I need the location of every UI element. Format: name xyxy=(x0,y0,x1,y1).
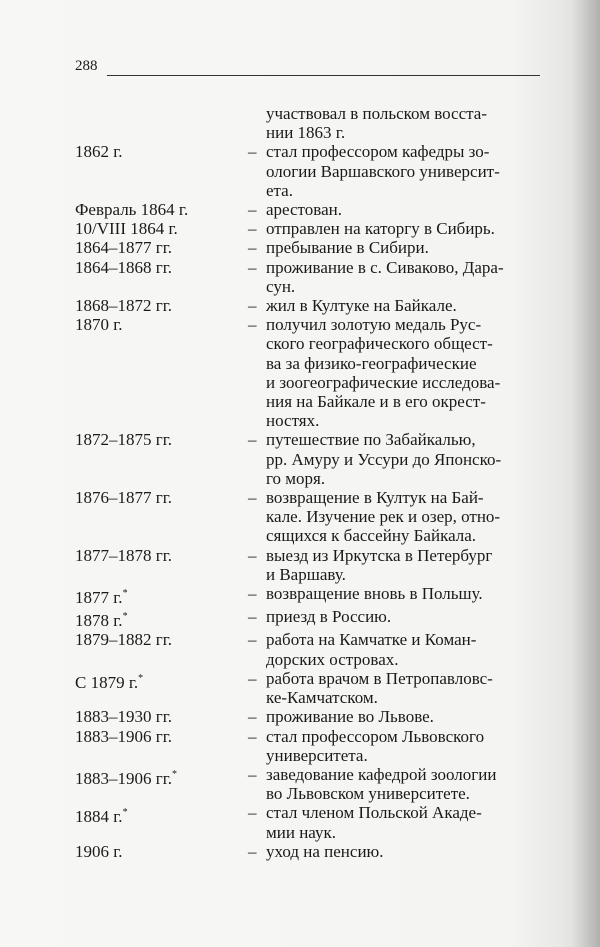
entry-date xyxy=(75,200,248,219)
entry-date xyxy=(75,630,248,649)
entry-dash: – xyxy=(248,142,257,162)
entry-description xyxy=(266,430,538,488)
footnote-asterisk: * xyxy=(138,672,144,684)
entry-description xyxy=(266,104,538,142)
entry-dash: – xyxy=(248,545,257,565)
entry-date xyxy=(75,296,248,315)
entry-description xyxy=(266,707,538,726)
entry-description xyxy=(266,803,538,841)
description-line: получил золотую медаль Рус- xyxy=(266,315,482,335)
entry-date-text: 1870 г. xyxy=(75,315,123,335)
timeline-entry xyxy=(75,727,545,765)
entry-description xyxy=(266,765,538,803)
entry-date-text: 1872–1875 гг. xyxy=(75,430,173,450)
entry-description xyxy=(266,630,538,668)
entry-date-text: 10/VIII 1864 г. xyxy=(75,219,178,239)
entry-dash: – xyxy=(248,803,257,823)
entry-date-text: 1868–1872 гг. xyxy=(75,296,173,316)
entry-description xyxy=(266,200,538,219)
description-line: стал профессором кафедры зо- xyxy=(266,142,490,162)
entry-date xyxy=(75,142,248,161)
entry-dash: – xyxy=(248,607,257,627)
entry-dash: – xyxy=(248,200,257,220)
timeline-entry xyxy=(75,669,545,707)
description-line: го моря. xyxy=(266,468,326,488)
entry-dash: – xyxy=(248,841,257,861)
description-line: во Львовском университете. xyxy=(266,784,470,804)
entry-description xyxy=(266,142,538,200)
entry-description xyxy=(266,219,538,238)
entry-date-text: 1864–1868 гг. xyxy=(75,257,173,277)
entry-description xyxy=(266,727,538,765)
entry-description xyxy=(266,315,538,430)
timeline-entry xyxy=(75,258,545,296)
timeline-entry xyxy=(75,238,545,257)
description-line: сун. xyxy=(266,276,296,296)
description-line: кале. Изучение рек и озер, отно- xyxy=(266,507,501,527)
description-line: стал членом Польской Акаде- xyxy=(266,803,482,823)
entry-date xyxy=(75,803,248,826)
description-line: мии наук. xyxy=(266,822,336,842)
entry-date-text: 1906 г. xyxy=(75,841,123,861)
description-line: участвовал в польском восста- xyxy=(266,104,487,123)
entry-date xyxy=(75,584,248,607)
entry-description xyxy=(266,607,538,626)
entry-date-text: Февраль 1864 г. xyxy=(75,200,189,220)
description-line: заведование кафедрой зоологии xyxy=(266,764,497,784)
timeline-entry xyxy=(75,707,545,726)
entry-dash: – xyxy=(248,668,257,688)
entry-date xyxy=(75,707,248,726)
timeline-entry xyxy=(75,630,545,668)
entry-dash: – xyxy=(248,488,257,508)
timeline-entry xyxy=(75,200,545,219)
description-line: работа врачом в Петропавловс- xyxy=(266,668,493,688)
entry-description xyxy=(266,546,538,584)
description-line: работа на Камчатке и Коман- xyxy=(266,630,477,650)
timeline-entry xyxy=(75,430,545,488)
entry-dash: – xyxy=(248,430,257,450)
entry-dash: – xyxy=(248,219,257,239)
timeline-entry xyxy=(75,142,545,200)
timeline-entry xyxy=(75,104,545,142)
entry-date-text: 1883–1930 гг. xyxy=(75,707,173,727)
header-rule xyxy=(107,75,540,76)
entry-dash: – xyxy=(248,764,257,784)
timeline-entry xyxy=(75,765,545,803)
entry-dash: – xyxy=(248,630,257,650)
entry-date-text: 1878 г. xyxy=(75,611,123,631)
footnote-asterisk: * xyxy=(122,588,128,600)
timeline-entry xyxy=(75,584,545,607)
entry-date-text: 1864–1877 гг. xyxy=(75,238,173,258)
description-line: ологии Варшавского университ- xyxy=(266,161,500,181)
footnote-asterisk: * xyxy=(122,807,128,819)
description-line: путешествие по Забайкалью, xyxy=(266,430,476,450)
description-line: ва за физико-географические xyxy=(266,353,477,373)
timeline-entry xyxy=(75,546,545,584)
description-line: возвращение в Култук на Бай- xyxy=(266,488,484,508)
timeline-entry xyxy=(75,607,545,630)
timeline-entry xyxy=(75,219,545,238)
page-number: 288 xyxy=(75,58,98,74)
entry-description xyxy=(266,238,538,257)
description-line: ке-Камчатском. xyxy=(266,688,378,708)
description-line: ского географического общест- xyxy=(266,334,493,354)
description-line: пребывание в Сибири. xyxy=(266,238,429,258)
timeline-entry xyxy=(75,296,545,315)
entry-dash: – xyxy=(248,726,257,746)
description-line: выезд из Иркутска в Петербург xyxy=(266,545,493,565)
timeline-entry xyxy=(75,315,545,430)
entry-description xyxy=(266,296,538,315)
entry-date-text: 1883–1906 гг. xyxy=(75,768,173,788)
description-line: стал профессором Львовского xyxy=(266,726,485,746)
entry-description xyxy=(266,258,538,296)
entry-date xyxy=(75,842,248,861)
entry-date-text: 1876–1877 гг. xyxy=(75,488,173,508)
description-line: сящихся к бассейну Байкала. xyxy=(266,526,477,546)
entry-date-text: 1879–1882 гг. xyxy=(75,630,173,650)
description-line: университета. xyxy=(266,745,368,765)
entry-date-text: 1884 г. xyxy=(75,807,123,827)
timeline-entry xyxy=(75,842,545,861)
entry-dash: – xyxy=(248,584,257,604)
entry-date xyxy=(75,315,248,334)
entry-description xyxy=(266,488,538,546)
entry-dash: – xyxy=(248,315,257,335)
timeline-entry xyxy=(75,803,545,841)
entry-date xyxy=(75,727,248,746)
description-line: уход на пенсию. xyxy=(266,841,384,861)
entry-date xyxy=(75,669,248,692)
timeline-entry xyxy=(75,488,545,546)
description-line: приезд в Россию. xyxy=(266,607,392,627)
description-line: проживание в с. Сиваково, Дара- xyxy=(266,257,504,277)
entry-description xyxy=(266,669,538,707)
description-line: и Варшаву. xyxy=(266,564,346,584)
entry-date xyxy=(75,219,248,238)
entry-date-text: 1883–1906 гг. xyxy=(75,726,173,746)
description-line: нии 1863 г. xyxy=(266,123,346,143)
description-line: дорских островах. xyxy=(266,649,399,669)
description-line: возвращение вновь в Польшу. xyxy=(266,584,483,604)
entry-description xyxy=(266,584,538,603)
timeline-list xyxy=(75,104,545,861)
entry-date xyxy=(75,258,248,277)
entry-date-text: 1862 г. xyxy=(75,142,123,162)
entry-dash: – xyxy=(248,257,257,277)
entry-dash: – xyxy=(248,707,257,727)
entry-date xyxy=(75,488,248,507)
footnote-asterisk: * xyxy=(122,611,128,623)
description-line: ния на Байкале и в его окрест- xyxy=(266,392,486,412)
page-edge-shadow xyxy=(572,0,600,947)
description-line: отправлен на каторгу в Сибирь. xyxy=(266,219,495,239)
entry-date-text: С 1879 г. xyxy=(75,672,139,692)
entry-date xyxy=(75,546,248,565)
description-line: жил в Култуке на Байкале. xyxy=(266,296,457,316)
entry-date xyxy=(75,238,248,257)
entry-dash: – xyxy=(248,238,257,258)
entry-description xyxy=(266,842,538,861)
entry-dash: – xyxy=(248,296,257,316)
entry-date xyxy=(75,430,248,449)
description-line: ностях. xyxy=(266,411,320,431)
entry-date xyxy=(75,607,248,630)
description-line: ета. xyxy=(266,180,293,200)
description-line: проживание во Львове. xyxy=(266,707,434,727)
description-line: рр. Амуру и Уссури до Японско- xyxy=(266,449,502,469)
footnote-asterisk: * xyxy=(172,768,178,780)
description-line: арестован. xyxy=(266,200,342,220)
entry-date xyxy=(75,765,248,788)
entry-date-text: 1877–1878 гг. xyxy=(75,545,173,565)
entry-date-text: 1877 г. xyxy=(75,588,123,608)
description-line: и зоогеографические исследова- xyxy=(266,372,501,392)
